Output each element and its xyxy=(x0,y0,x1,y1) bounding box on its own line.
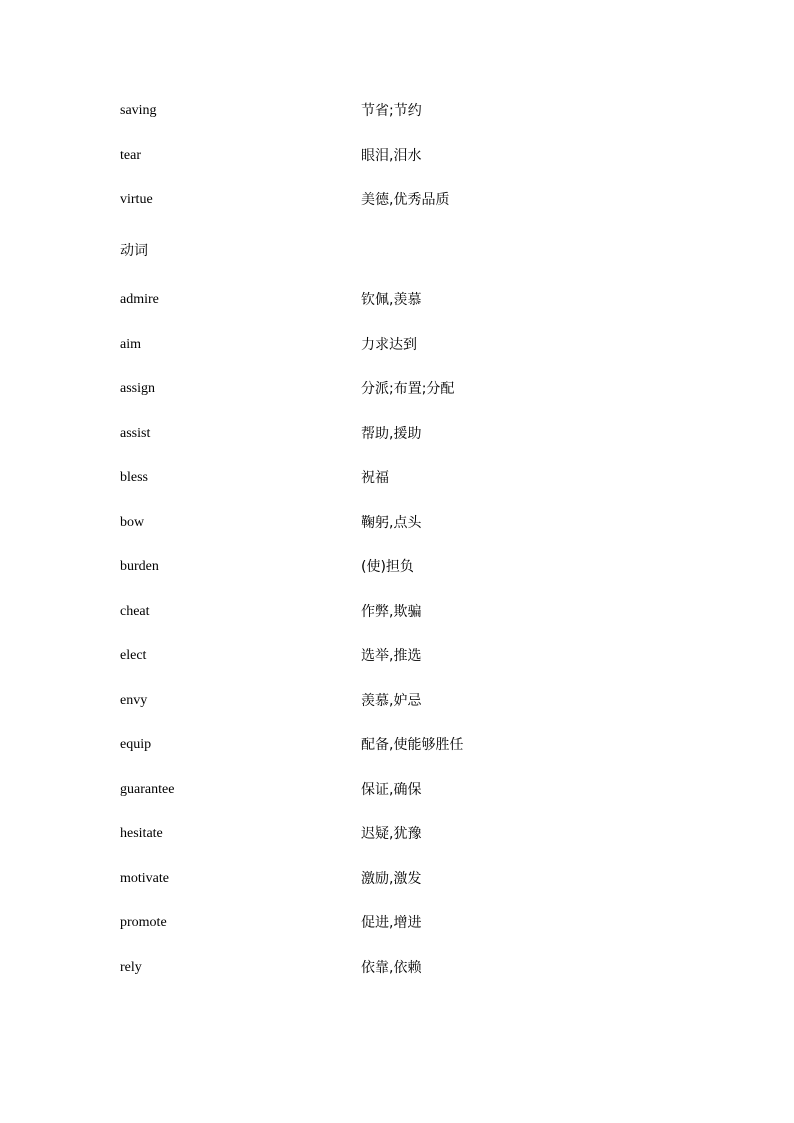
vocab-meaning: 力求达到 xyxy=(361,337,417,353)
vocab-row xyxy=(120,511,680,535)
vocab-meaning: 作弊,欺骗 xyxy=(361,604,422,620)
vocab-meaning: 分派;布置;分配 xyxy=(361,381,455,397)
vocab-term: virtue xyxy=(120,192,153,207)
vocab-term: tear xyxy=(120,148,141,163)
vocab-row xyxy=(120,867,680,891)
vocab-term: assist xyxy=(120,426,151,441)
vocab-row xyxy=(120,600,680,624)
vocab-meaning: 选举,推选 xyxy=(361,648,422,664)
vocab-row xyxy=(120,733,680,757)
vocab-term: envy xyxy=(120,693,148,708)
vocab-row xyxy=(120,466,680,490)
vocab-row xyxy=(120,911,680,935)
vocab-meaning: 美德,优秀品质 xyxy=(361,192,450,208)
vocab-row xyxy=(120,99,680,123)
vocab-meaning: (使)担负 xyxy=(361,559,414,575)
vocab-meaning: 保证,确保 xyxy=(361,782,422,798)
vocab-row xyxy=(120,956,680,980)
vocab-row xyxy=(120,822,680,846)
vocab-meaning: 配备,使能够胜任 xyxy=(361,737,464,753)
vocab-meaning: 节省;节约 xyxy=(361,103,422,119)
section-heading: 动词 xyxy=(120,243,148,259)
vocab-term: aim xyxy=(120,337,141,352)
vocab-meaning: 鞠躬,点头 xyxy=(361,515,422,531)
vocab-meaning: 祝福 xyxy=(361,470,389,486)
vocab-term: saving xyxy=(120,103,157,118)
vocab-term: bless xyxy=(120,470,148,485)
vocab-row xyxy=(120,288,680,312)
vocab-row xyxy=(120,689,680,713)
vocab-term: motivate xyxy=(120,871,169,886)
vocab-meaning: 眼泪,泪水 xyxy=(361,148,422,164)
vocab-term: equip xyxy=(120,737,152,752)
vocab-meaning: 羡慕,妒忌 xyxy=(361,693,422,709)
vocab-term: hesitate xyxy=(120,826,163,841)
vocab-meaning: 迟疑,犹豫 xyxy=(361,826,422,842)
vocab-meaning: 依靠,依赖 xyxy=(361,960,422,976)
vocab-row xyxy=(120,644,680,668)
vocab-term: promote xyxy=(120,915,167,930)
vocab-row xyxy=(120,333,680,357)
vocab-row xyxy=(120,188,680,212)
vocab-term: cheat xyxy=(120,604,150,619)
vocab-term: guarantee xyxy=(120,782,175,797)
vocab-term: assign xyxy=(120,381,155,396)
vocab-meaning: 促进,增进 xyxy=(361,915,422,931)
vocab-row xyxy=(120,377,680,401)
vocab-term: elect xyxy=(120,648,147,663)
vocab-meaning: 钦佩,羡慕 xyxy=(361,292,422,308)
vocab-term: bow xyxy=(120,515,145,530)
vocab-row xyxy=(120,144,680,168)
vocab-meaning: 帮助,援助 xyxy=(361,426,422,442)
vocab-row xyxy=(120,555,680,579)
vocab-term: admire xyxy=(120,292,159,307)
vocab-term: rely xyxy=(120,960,142,975)
vocab-meaning: 激励,激发 xyxy=(361,871,422,887)
vocab-row xyxy=(120,422,680,446)
vocab-row xyxy=(120,778,680,802)
vocab-term: burden xyxy=(120,559,159,574)
